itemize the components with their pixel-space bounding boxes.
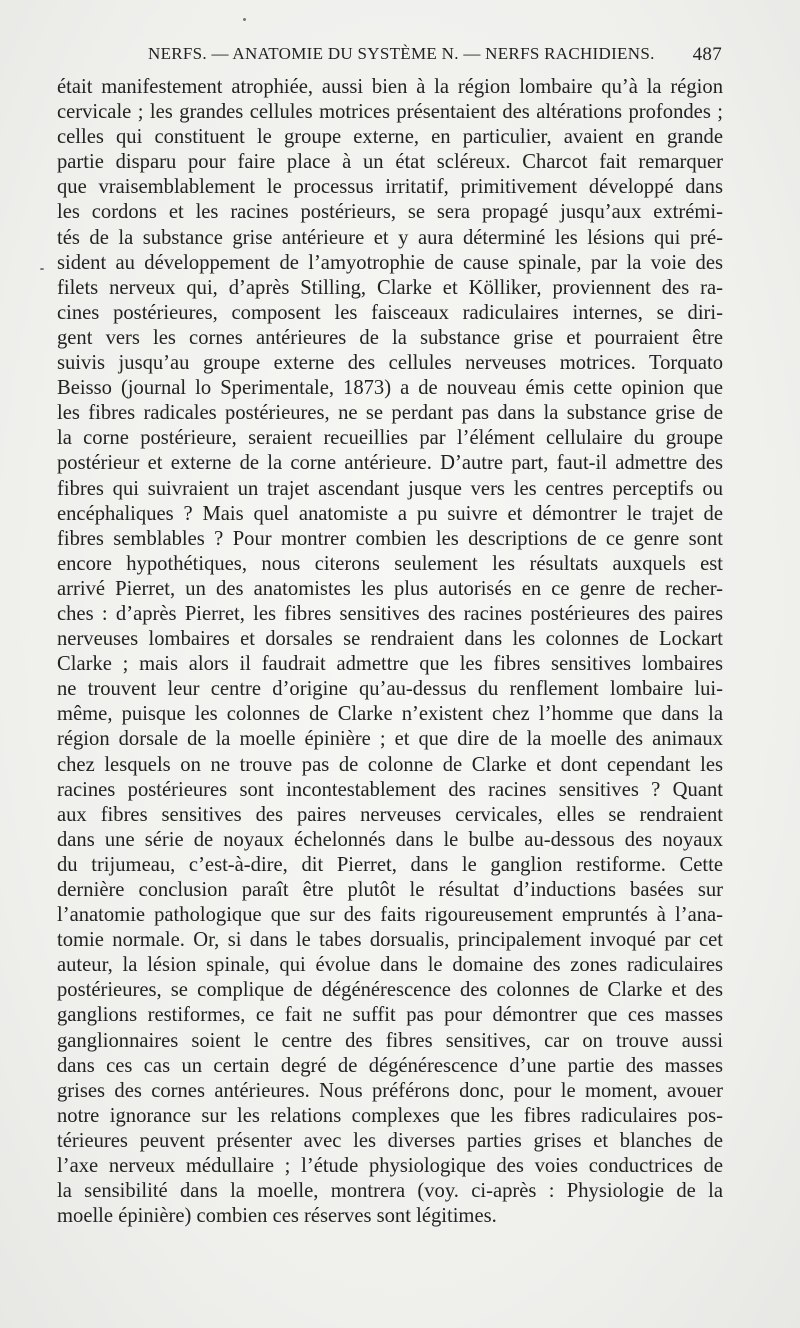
- text-line: postérieur et externe de la corne antérieure. D’autre part, faut-il admettre des: [57, 452, 723, 475]
- running-head: [60, 44, 722, 68]
- text-line: tés de la substance grise antérieure et y aura déterminé les lésions qui pré-: [57, 226, 723, 249]
- text-line: auteur, la lésion spinale, qui évolue dans le domaine des zones radiculaires: [57, 954, 723, 977]
- text-line: Clarke ; mais alors il faudrait admettre que les fibres sensitives lombaires: [57, 653, 723, 676]
- text-line: fibres semblables ? Pour montrer combien les descriptions de ce genre sont: [57, 527, 723, 550]
- text-line: arrivé Pierret, un des anatomistes les plus autorisés en ce genre de recher-: [57, 577, 723, 600]
- text-line: encéphaliques ? Mais quel anatomiste a pu suivre et démontrer le trajet de: [57, 502, 723, 525]
- text-line: cervicale ; les grandes cellules motrices présentaient des altérations profondes ;: [57, 101, 723, 124]
- text-line: que vraisemblablement le processus irritatif, primitivement développé dans: [57, 176, 723, 199]
- text-line: les cordons et les racines postérieurs, se sera propagé jusqu’aux extrémi-: [57, 201, 723, 224]
- text-line: Beisso (journal lo Sperimentale, 1873) a de nouveau émis cette opinion que: [57, 377, 723, 400]
- text-line: cines postérieures, composent les faisceaux radiculaires internes, se diri-: [57, 301, 723, 324]
- text-line: dernière conclusion paraît être plutôt le résultat d’inductions basées sur: [57, 879, 723, 901]
- text-line: était manifestement atrophiée, aussi bien à la région lombaire qu’à la région: [57, 76, 723, 98]
- text-line: postérieures, se complique de dégénérescence des colonnes de Clarke et des: [57, 979, 723, 1002]
- text-line: du trijumeau, c’est-à-dire, dit Pierret, dans le ganglion restiforme. Cette: [57, 853, 723, 876]
- text-line: chez lesquels on ne trouve pas de colonne de Clarke et dont cependant les: [57, 753, 723, 776]
- text-line: suivis jusqu’au groupe externe des cellules nerveuses motrices. Torquato: [57, 352, 723, 375]
- text-line: la sensibilité dans la moelle, montrera (voy. ci-après : Physiologie de la: [57, 1180, 723, 1203]
- text-line: ganglionnaires soient le centre des fibres sensitives, car on trouve aussi: [57, 1029, 723, 1052]
- text-line: aux fibres sensitives des paires nerveuses cervicales, elles se rendraient: [57, 803, 723, 826]
- text-line: même, puisque les colonnes de Clarke n’existent chez l’homme que dans la: [57, 703, 723, 726]
- text-line: tomie normale. Or, si dans le tabes dorsualis, principalement invoqué par cet: [57, 929, 723, 952]
- text-line: région dorsale de la moelle épinière ; et que dire de la moelle des animaux: [57, 728, 723, 751]
- text-line: celles qui constituent le groupe externe, en particulier, avaient en grande: [57, 126, 723, 149]
- body-text: [57, 75, 723, 1229]
- text-line: notre ignorance sur les relations complexes que les fibres radiculaires pos-: [57, 1104, 723, 1127]
- text-line: gent vers les cornes antérieures de la substance grise et pourraient être: [57, 326, 723, 349]
- text-line: racines postérieures sont incontestablement des racines sensitives ? Quant: [57, 778, 723, 801]
- running-title: NERFS. — ANATOMIE DU SYSTÈME N. — NERFS RACHIDIENS.: [148, 44, 655, 63]
- text-line: moelle épinière) combien ces réserves sont légitimes.: [57, 1205, 497, 1228]
- text-line: l’axe nerveux médullaire ; l’étude physiologique des voies conductrices de: [57, 1155, 723, 1178]
- text-line: ches : d’après Pierret, les fibres sensitives des racines postérieures des paires: [57, 602, 723, 625]
- text-line: sident au développement de l’amyotrophie de cause spinale, par la voie des: [57, 251, 723, 274]
- page-number: 487: [692, 44, 722, 65]
- text-line: les fibres radicales postérieures, ne se perdant pas dans la substance grise de: [57, 402, 723, 425]
- text-line: grises des cornes antérieures. Nous préférons donc, pour le moment, avouer: [57, 1079, 723, 1102]
- text-line: ganglions restiformes, ce fait ne suffit pas pour démontrer que ces masses: [57, 1004, 723, 1027]
- text-line: ne trouvent leur centre d’origine qu’au-dessus du renflement lombaire lui-: [57, 678, 723, 701]
- text-line: fibres qui suivraient un trajet ascendant jusque vers les centres perceptifs ou: [57, 477, 723, 500]
- text-line: dans une série de noyaux échelonnés dans le bulbe au-dessous des noyaux: [57, 828, 723, 851]
- print-speck: [243, 18, 246, 21]
- text-line: térieures peuvent présenter avec les diverses parties grises et blanches de: [57, 1129, 723, 1152]
- text-line: partie disparu pour faire place à un état scléreux. Charcot fait remarquer: [57, 151, 723, 174]
- text-line: la corne postérieure, seraient recueillies par l’élément cellulaire du groupe: [57, 427, 723, 450]
- text-line: nerveuses lombaires et dorsales se rendraient dans les colonnes de Lockart: [57, 628, 723, 651]
- text-line: l’anatomie pathologique que sur des faits rigoureusement empruntés à l’ana-: [57, 904, 723, 927]
- text-line: encore hypothétiques, nous citerons seulement les résultats auxquels est: [57, 552, 723, 575]
- text-line: filets nerveux qui, d’après Stilling, Clarke et Kölliker, proviennent des ra-: [57, 276, 723, 299]
- text-line: dans ces cas un certain degré de dégénérescence d’une partie des masses: [57, 1054, 723, 1077]
- print-speck: [40, 268, 44, 270]
